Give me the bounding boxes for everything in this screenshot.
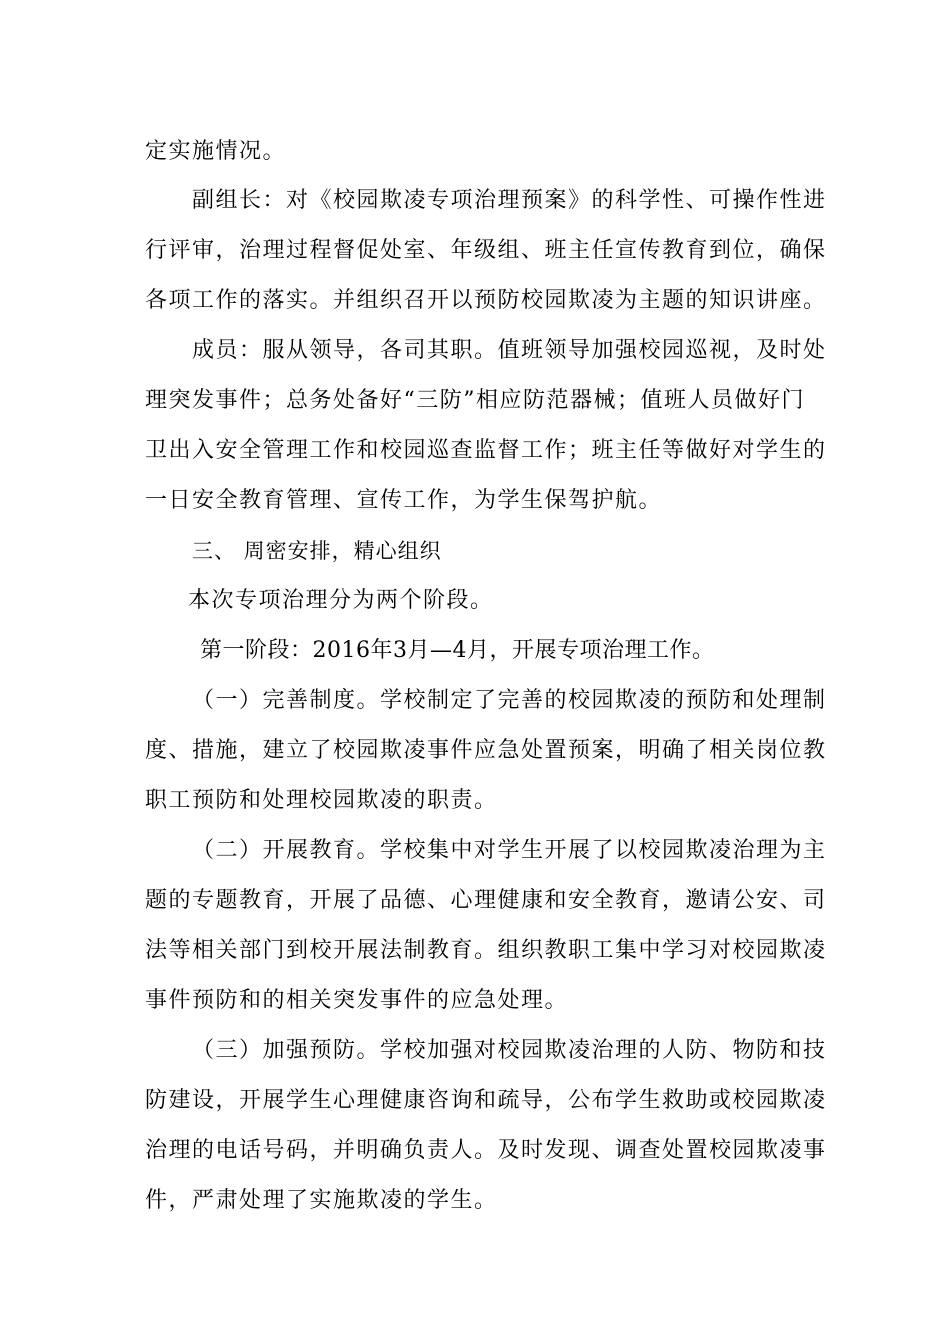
paragraph-line: 第一阶段：2016年3月—4月，开展专项治理工作。 [200, 638, 715, 663]
paragraph-line: 副组长：对《校园欺凌专项治理预案》的科学性、可操作性进 [192, 188, 827, 213]
paragraph-line: 度、措施，建立了校园欺凌事件应急处置预案，明确了相关岗位教 [145, 738, 827, 763]
paragraph-line: （二）开展教育。学校集中对学生开展了以校园欺凌治理为主 [192, 838, 827, 863]
paragraph-line: 事件预防和的相关突发事件的应急处理。 [145, 988, 569, 1013]
section-heading: 三、 周密安排，精心组织 [192, 539, 442, 563]
paragraph-line: 成员：服从领导，各司其职。值班领导加强校园巡视，及时处 [192, 338, 827, 363]
paragraph-line: 卫出入安全管理工作和校园巡查监督工作；班主任等做好对学生的 [145, 438, 827, 463]
paragraph-line: 行评审，治理过程督促处室、年级组、班主任宣传教育到位，确保 [145, 238, 827, 263]
paragraph-line: 定实施情况。 [145, 139, 287, 164]
paragraph-line: 一日安全教育管理、宣传工作，为学生保驾护航。 [145, 488, 663, 513]
paragraph-line: 本次专项治理分为两个阶段。 [188, 588, 494, 613]
paragraph-line: 职工预防和处理校园欺凌的职责。 [145, 788, 498, 813]
paragraph-line: 各项工作的落实。并组织召开以预防校园欺凌为主题的知识讲座。 [145, 288, 827, 313]
paragraph-line: （一）完善制度。学校制定了完善的校园欺凌的预防和处理制 [192, 688, 827, 713]
paragraph-line: 理突发事件；总务处备好“三防”相应防范器械；值班人员做好门 [145, 388, 805, 413]
paragraph-line: 治理的电话号码，并明确负责人。及时发现、调查处置校园欺凌事 [145, 1138, 827, 1163]
paragraph-line: 题的专题教育，开展了品德、心理健康和安全教育，邀请公安、司 [145, 888, 827, 913]
paragraph-line: 防建设，开展学生心理健康咨询和疏导，公布学生救助或校园欺凌 [145, 1088, 827, 1113]
paragraph-line: 法等相关部门到校开展法制教育。组织教职工集中学习对校园欺凌 [145, 938, 827, 963]
paragraph-line: 件，严肃处理了实施欺凌的学生。 [145, 1188, 498, 1213]
paragraph-line: （三）加强预防。学校加强对校园欺凌治理的人防、物防和技 [192, 1038, 827, 1063]
